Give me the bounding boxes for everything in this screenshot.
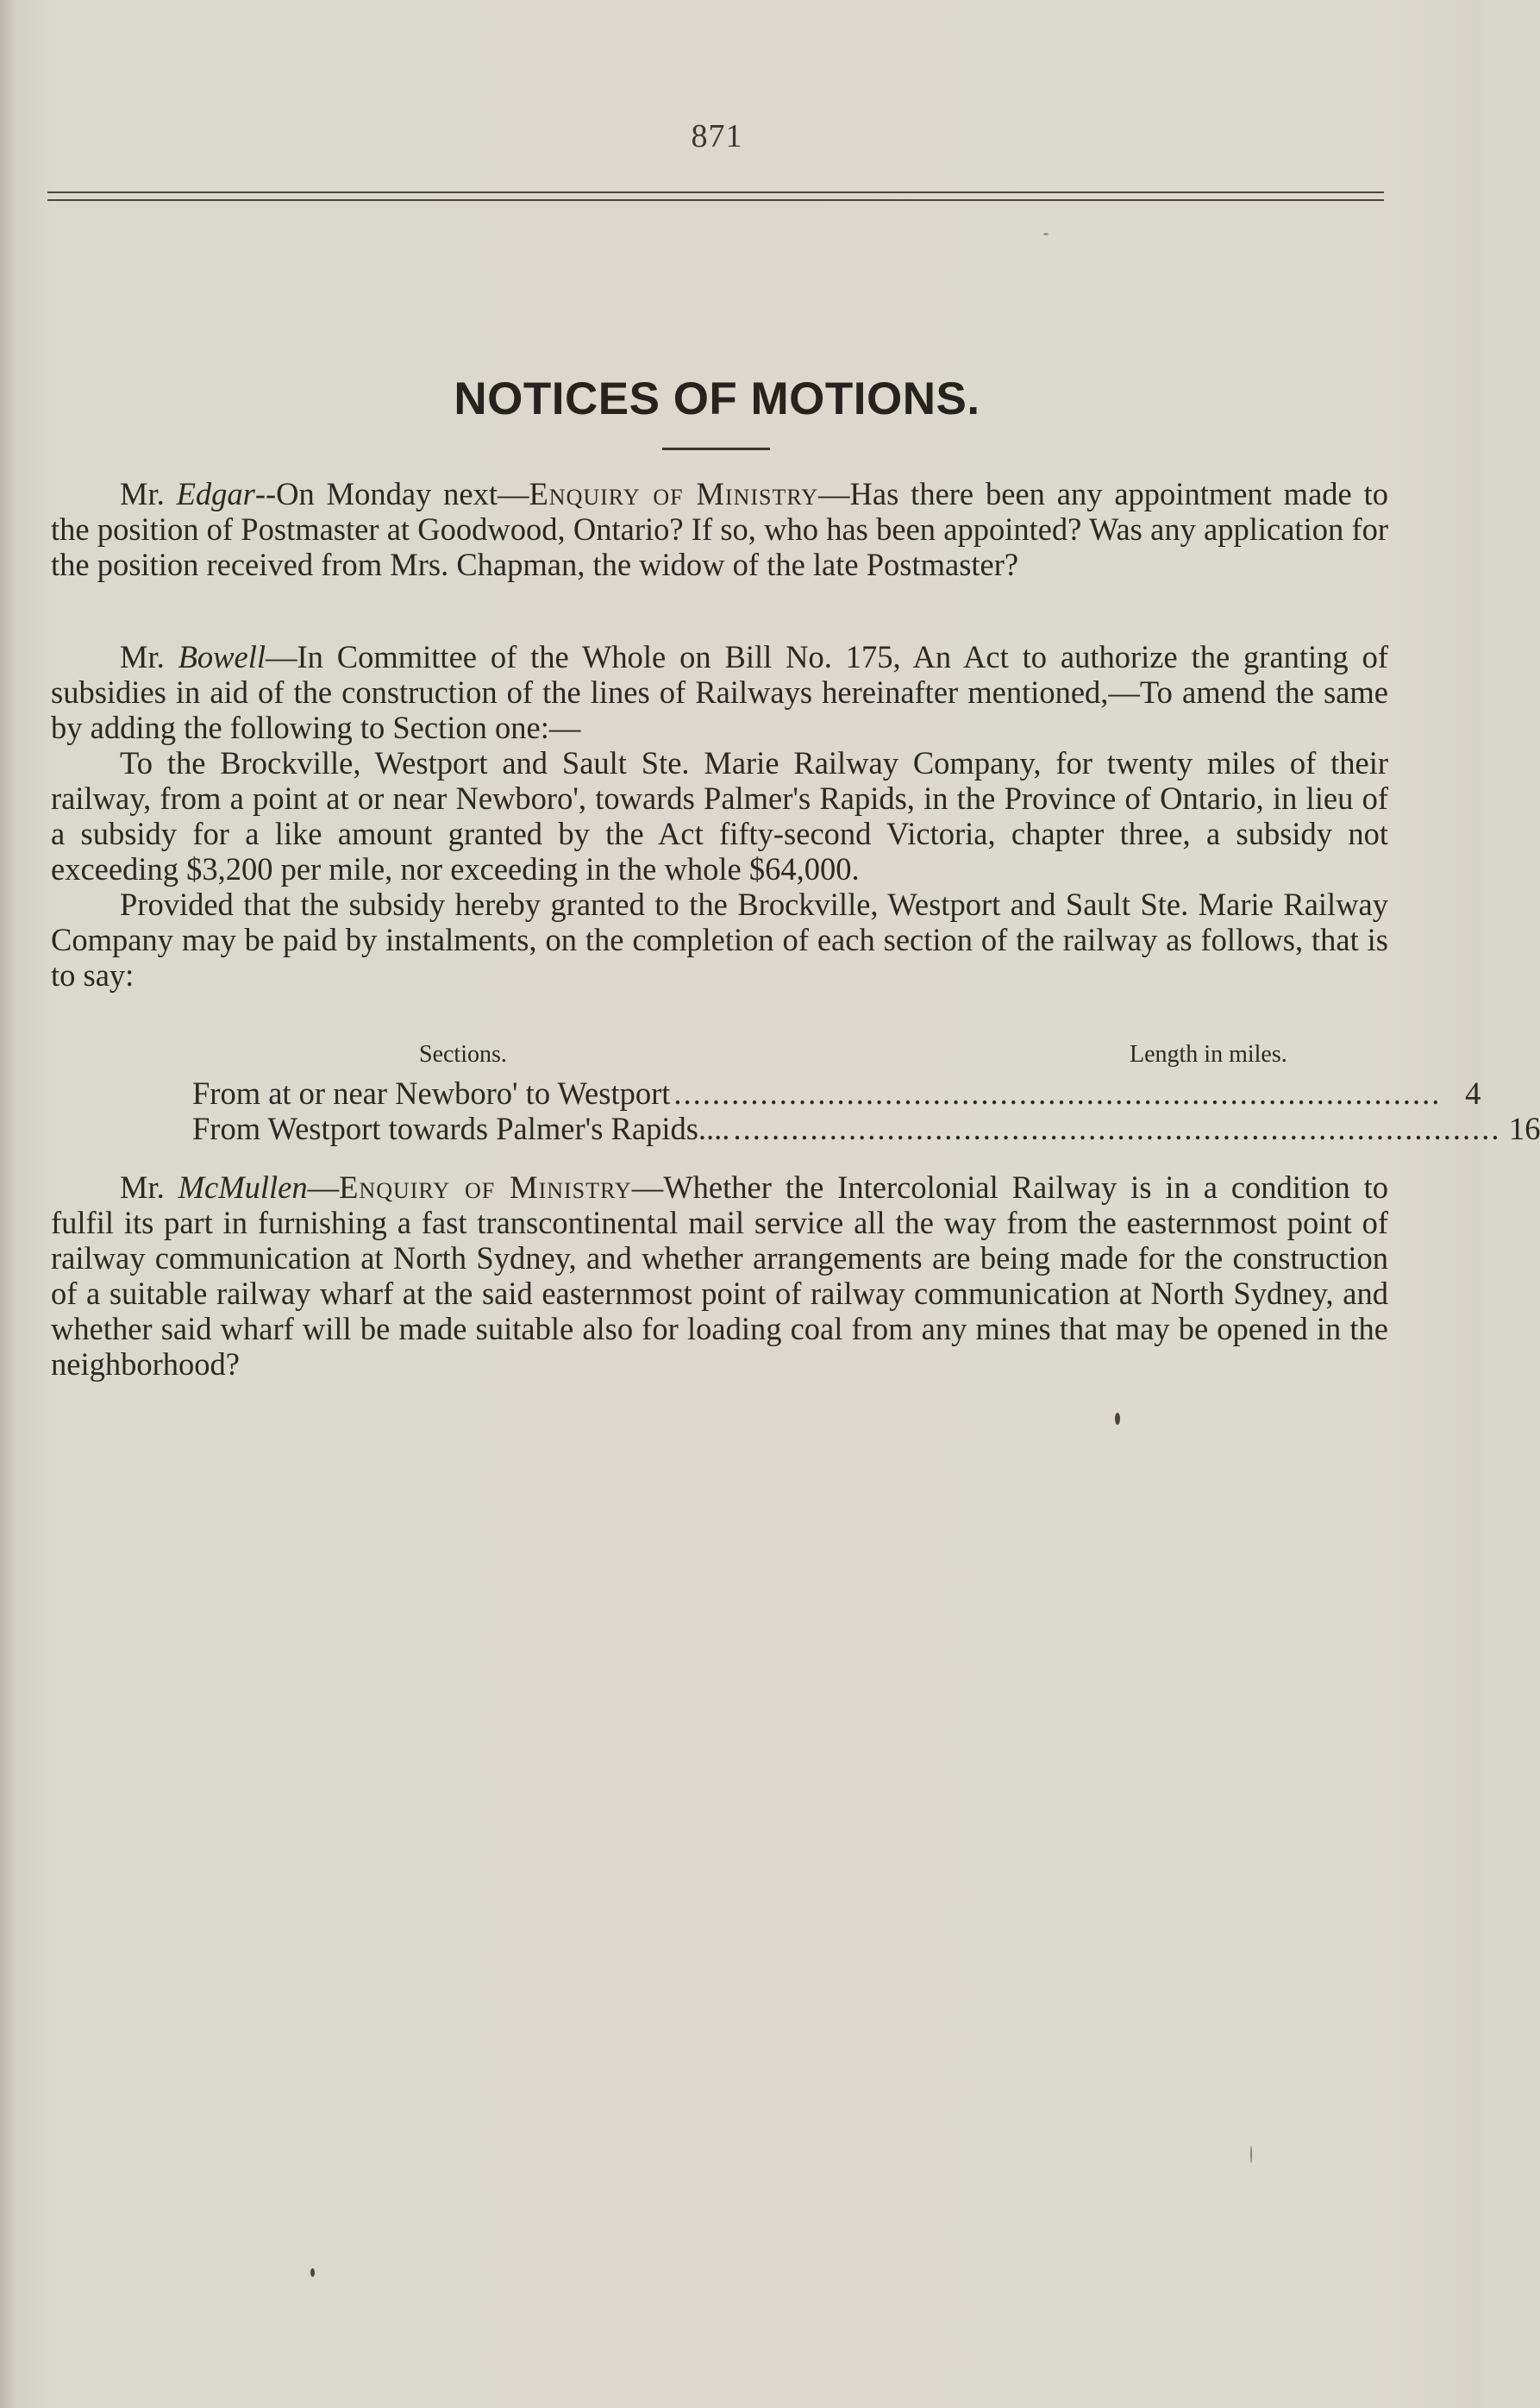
motion-bowell-paragraph-3: Provided that the subsidy hereby granted to the Brockville, Westport and Sault Ste. Marie Railway Company may be paid by instalments, on the completion of each section of the railway as follows, that is to say: bbox=[51, 887, 1388, 993]
member-prefix: Mr. bbox=[120, 1170, 178, 1205]
header-double-rule bbox=[47, 191, 1384, 202]
motion-edgar-paragraph bbox=[51, 476, 1388, 582]
member-name: Edgar bbox=[176, 476, 255, 511]
row-section: From at or near Newboro' to Westport bbox=[192, 1075, 671, 1111]
title-underline bbox=[662, 448, 770, 450]
paper-speck bbox=[1115, 1413, 1120, 1425]
column-header-length: Length in miles. bbox=[1130, 1041, 1287, 1068]
motion-bowell-paragraph-2: To the Brockville, Westport and Sault Ste. Marie Railway Company, for twenty miles of their railway, from a point at or near Newboro', towards Palmer's Rapids, in the Province of Ontario, in lieu of a subsidy for a like amount granted by the Act fifty-second Victoria, chapter three, a subsidy not exceeding $3,200 per mile, nor exceeding in the whole $64,000. bbox=[51, 745, 1388, 887]
header-rule-line bbox=[47, 191, 1384, 193]
row-miles: 16 bbox=[1508, 1111, 1540, 1146]
leader-dots: ................................................................................ bbox=[733, 1111, 1501, 1146]
motion-text: —Has there been any appointment made to the position of Postmaster at Goodwood, Ontario? If so, who has been appointed? Was any application for the position received from Mrs. Chapman, the widow of the late Postmaster? bbox=[51, 476, 1388, 582]
leader-dots: ................................................................................ bbox=[673, 1075, 1442, 1111]
table-row bbox=[192, 1111, 1540, 1147]
member-name: Bowell bbox=[178, 639, 266, 674]
motion-bowell-paragraph bbox=[51, 639, 1388, 745]
motion-bowell bbox=[51, 639, 1388, 993]
paper-speck bbox=[310, 2268, 315, 2277]
table-row bbox=[192, 1075, 1481, 1112]
paper-speck bbox=[1043, 233, 1049, 235]
member-prefix: Mr. bbox=[120, 476, 177, 511]
row-section: From Westport towards Palmer's Rapids.... bbox=[192, 1111, 730, 1146]
motion-text: —Whether the Intercolonial Railway is in a condition to fulfil its part in furnishing a fast transcontinental mail service all the way from the easternmost point of railway communication at North Sydney, and whether arrangements are being made for the construction of a suitable railway wharf at the said easternmost point of railway communication at North Sydney, and whether said wharf will be made suitable also for loading coal from any mines that may be opened in the neighborhood? bbox=[51, 1170, 1388, 1382]
page-number: 871 bbox=[691, 118, 743, 154]
page-title: NOTICES OF MOTIONS. bbox=[454, 373, 980, 424]
motion-dash: — bbox=[307, 1170, 340, 1205]
motion-text: —In Committee of the Whole on Bill No. 175, An Act to authorize the granting of subsidies in aid of the construction of the lines of Railways hereinafter mentioned,—To amend the same by adding the following to Section one:— bbox=[51, 639, 1388, 745]
header-rule-line bbox=[47, 199, 1384, 201]
column-header-sections: Sections. bbox=[419, 1041, 507, 1068]
motion-when: --On Monday next— bbox=[254, 476, 529, 511]
paper-speck bbox=[1250, 2146, 1252, 2163]
member-prefix: Mr. bbox=[120, 639, 178, 674]
motion-mcmullen-paragraph bbox=[51, 1170, 1388, 1382]
enquiry-label: Enquiry of Ministry bbox=[339, 1170, 632, 1205]
row-miles: 4 bbox=[1465, 1075, 1481, 1111]
member-name: McMullen bbox=[178, 1170, 308, 1205]
enquiry-label: Enquiry of Ministry bbox=[529, 476, 819, 511]
motion-mcmullen bbox=[51, 1170, 1388, 1382]
motion-edgar bbox=[51, 476, 1388, 582]
